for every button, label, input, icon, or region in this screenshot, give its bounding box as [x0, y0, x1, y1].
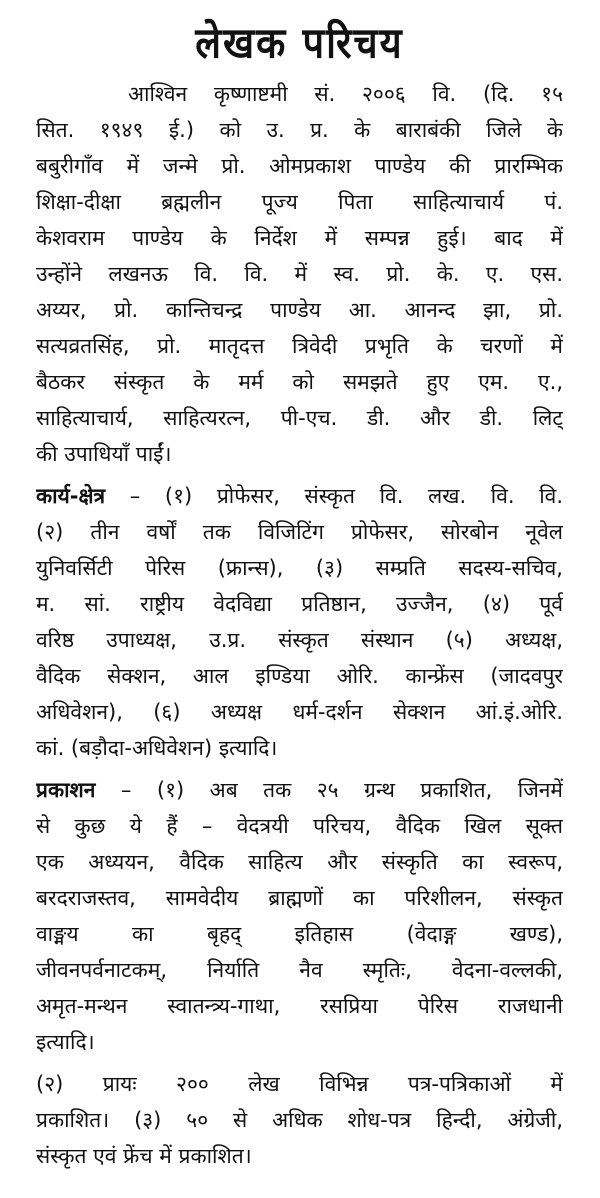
text-line: सत्यव्रतसिंह, प्रो. मातृदत्त त्रिवेदी प्रभृति के चरणों में: [36, 334, 563, 358]
text-line: प्रकाशित। (३) ५० से अधिक शोध-पत्र हिन्दी, अंग्रेजी,: [36, 1108, 563, 1132]
text-line: (२) तीन वर्षों तक विजिटिंग प्रोफेसर, सोरबोन नूवेल: [36, 520, 563, 544]
paragraph-karya-kshetra: [36, 478, 563, 766]
text-line: संस्कृत एवं फ्रेंच में प्रकाशित।: [36, 1144, 252, 1168]
text-line: [36, 478, 563, 514]
text-line: जीवनपर्वनाटकम्, निर्याति नैव स्मृतिः, वेदना-वल्लकी,: [36, 958, 563, 982]
text-line: से कुछ ये हैं – वेदत्रयी परिचय, वैदिक खिल सूक्त: [36, 814, 563, 838]
text-line: की उपाधियाँ पाईं।: [36, 442, 172, 466]
document-page: [36, 0, 563, 1174]
text-line: एक अध्ययन, वैदिक साहित्य और संस्कृति का स्वरूप,: [36, 850, 563, 874]
text-line: बबुरीगाँव में जन्मे प्रो. ओमप्रकाश पाण्डेय की प्रारम्भिक: [36, 154, 563, 178]
page-title: लेखक परिचय: [195, 18, 404, 68]
text-line: उन्होंने लखनऊ वि. वि. में स्व. प्रो. के. ए. एस.: [36, 262, 563, 286]
text-line: म. सां. राष्ट्रीय वेदविद्या प्रतिष्ठान, उज्जैन, (४) पूर्व: [36, 592, 563, 616]
text-line: अय्यर, प्रो. कान्तिचन्द्र पाण्डेय आ. आनन्द झा, प्रो.: [36, 298, 563, 322]
text-line: बैठकर संस्कृत के मर्म को समझते हुए एम. ए.,: [36, 370, 563, 394]
paragraph-intro: [36, 76, 563, 472]
text-line: आश्विन कृष्णाष्टमी सं. २००६ वि. (दि. १५: [128, 82, 563, 106]
text-line: केशवराम पाण्डेय के निर्देश में सम्पन्न हुई। बाद में: [36, 226, 563, 250]
section-lead-karya-kshetra: कार्य-क्षेत्र: [36, 484, 106, 508]
text-line: वाङ्मय का बृहद् इतिहास (वेदाङ्ग खण्ड),: [36, 922, 563, 946]
text-line: इत्यादि।: [36, 1030, 95, 1054]
text-line: बरदराजस्तव, सामवेदीय ब्राह्मणों का परिशीलन, संस्कृत: [36, 886, 563, 910]
text-line: अमृत-मन्थन स्वातन्त्र्य-गाथा, रसप्रिया पेरिस राजधानी: [36, 994, 563, 1018]
text-line: कां. (बड़ौदा-अधिवेशन) इत्यादि।: [36, 736, 278, 760]
paragraph-articles: [36, 1066, 563, 1174]
text-line: [36, 772, 563, 808]
text-line: साहित्याचार्य, साहित्यरत्न, पी-एच. डी. और डी. लिट्: [36, 406, 563, 430]
text-line: (२) प्रायः २०० लेख विभिन्न पत्र-पत्रिकाओं में: [36, 1072, 563, 1096]
text-line: सित. १९४९ ई.) को उ. प्र. के बाराबंकी जिले के: [36, 118, 563, 142]
text-line: अधिवेशन), (६) अध्यक्ष धर्म-दर्शन सेक्शन आं.इं.ओरि.: [36, 700, 563, 724]
text-line: वरिष्ठ उपाध्यक्ष, उ.प्र. संस्कृत संस्थान (५) अध्यक्ष,: [36, 628, 563, 652]
section-lead-prakashan: प्रकाशन: [36, 778, 96, 802]
paragraph-prakashan: [36, 772, 563, 1060]
text-line: युनिवर्सिटी पेरिस (फ्रान्स), (३) सम्प्रति सदस्य-सचिव,: [36, 556, 563, 580]
text-line: शिक्षा-दीक्षा ब्रह्मलीन पूज्य पिता साहित्याचार्य पं.: [36, 190, 563, 214]
text-span: – (१) प्रोफेसर, संस्कृत वि. लख. वि. वि.: [105, 484, 563, 508]
text-line: वैदिक सेक्शन, आल इण्डिया ओरि. कान्फ्रेंस (जादवपुर: [36, 664, 563, 688]
text-span: – (१) अब तक २५ ग्रन्थ प्रकाशित, जिनमें: [95, 778, 563, 802]
